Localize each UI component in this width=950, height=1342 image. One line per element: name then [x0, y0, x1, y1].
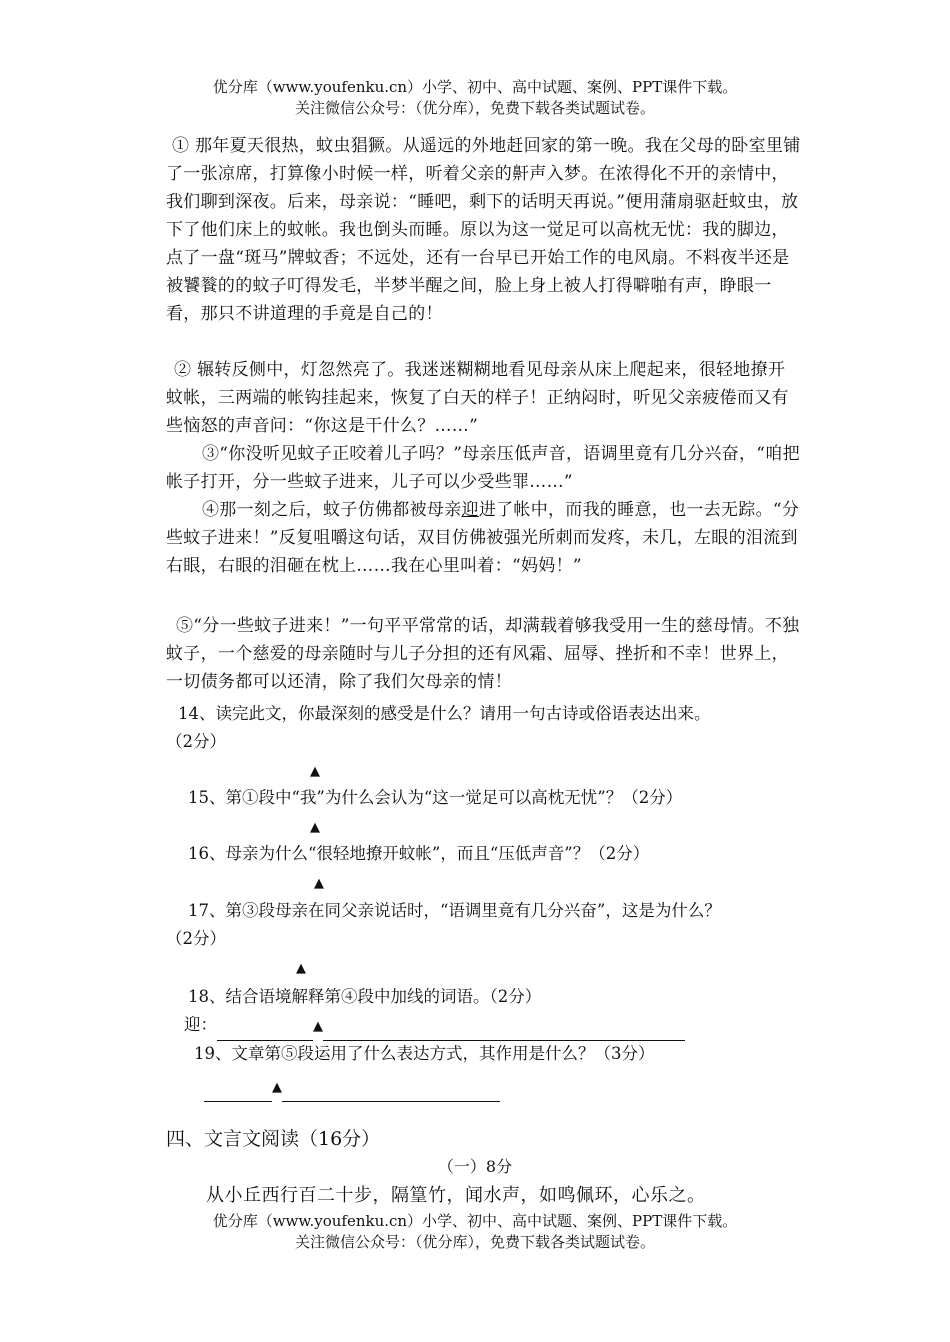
answer-marker-15: ▲ [310, 820, 320, 835]
classical-text-line: 从小丘西行百二十步，隔篁竹，闻水声，如鸣佩环，心乐之。 [206, 1185, 706, 1206]
footer-line-1: 优分库（www.youfenku.cn）小学、初中、高中试题、案例、PPT课件下载。 [212, 1212, 738, 1230]
underlined-word-ying: 迎 [461, 500, 479, 520]
answer-line-18 [184, 1011, 685, 1041]
paragraph-1: ① 那年夏天很热，蚊虫猖獗。从遥远的外地赶回家的第一晚。我在父母的卧室里铺了一张凉席，打算像小时候一样，听着父亲的鼾声入梦。在浓得化不开的亲情中，我们聊到深夜。后来，母亲说：“睡吧，剩下的话明天再说。”便用蒲扇驱赶蚊虫，放下了他们床上的蚊帐。我也倒头而睡。原以为这一觉足可以高枕无忧：我的脚边，点了一盘“斑马”牌蚊香；不远处，还有一台早已开始工作的电风扇。不料夜半还是被饕餮的的蚊子叮得发毛，半梦半醒之间，脸上身上被人打得噼啪有声，睁眼一看，那只不讲道理的手竟是自己的！ [166, 136, 801, 324]
page-header [0, 77, 950, 119]
paragraph-4-start: ④那一刻之后，蚊子仿佛都被母亲 [202, 500, 462, 520]
answer-blank-19b[interactable] [282, 1083, 500, 1102]
header-line-1: 优分库（www.youfenku.cn）小学、初中、高中试题、案例、PPT课件下载。 [212, 78, 738, 96]
question-14-score: （2分） [166, 732, 226, 751]
question-19: 19、文章第⑤段运用了什么表达方式，其作用是什么？（3分） [194, 1044, 655, 1063]
question-14: 14、读完此文，你最深刻的感受是什么？请用一句古诗或俗语表达出来。 [178, 704, 711, 723]
answer-blank-18a[interactable] [217, 1022, 313, 1041]
header-line-2: 关注微信公众号：（优分库），免费下载各类试题试卷。 [294, 99, 655, 117]
answer-marker-14: ▲ [310, 764, 320, 779]
answer-blank-19a[interactable] [204, 1083, 272, 1102]
question-17-score: （2分） [166, 929, 226, 948]
answer-label-ying: 迎： [184, 1015, 217, 1034]
section-title: 四、文言文阅读（16分） [166, 1128, 381, 1150]
paragraph-4-rest: 进了帐中，而我的睡意，也一去无踪。“分些蚊子进来！”反复咀嚼这句话，双目仿佛被强光所刺而发疼，未几，左眼的泪流到右眼，右眼的泪砸在枕上……我在心里叫着：“妈妈！” [166, 500, 800, 576]
footer-line-2: 关注微信公众号：（优分库），免费下载各类试题试卷。 [294, 1233, 655, 1251]
question-18: 18、结合语境解释第④段中加线的词语。（2分） [188, 987, 542, 1006]
section-subtitle: （一）8分 [437, 1157, 513, 1176]
question-15: 15、第①段中“我”为什么会认为“这一觉足可以高枕无忧”？（2分） [188, 788, 683, 807]
question-16: 16、母亲为什么“很轻地撩开蚊帐”，而且“压低声音”？（2分） [188, 844, 650, 863]
paragraph-4 [166, 496, 802, 580]
question-17: 17、第③段母亲在同父亲说话时，“语调里竟有几分兴奋”，这是为什么？ [188, 901, 721, 920]
answer-line-19 [204, 1072, 500, 1102]
paragraph-2: ② 辗转反侧中，灯忽然亮了。我迷迷糊糊地看见母亲从床上爬起来，很轻地撩开蚊帐，三两端的帐钩挂起来，恢复了白天的样子！正纳闷时，听见父亲疲倦而又有些恼怒的声音问：“你这是干什么？……” [166, 360, 789, 436]
page-footer [0, 1211, 950, 1253]
paragraph-5: ⑤“分一些蚊子进来！”一句平平常常的话，却满载着够我受用一生的慈母情。不独蚊子，一个慈爱的母亲随时与儿子分担的还有风霜、屈辱、挫折和不幸！世界上，一切债务都可以还清，除了我们欠母亲的情！ [166, 616, 800, 692]
answer-marker-16: ▲ [314, 876, 324, 891]
paragraph-3: ③“你没听见蚊子正咬着儿子吗？”母亲压低声音，语调里竟有几分兴奋，“咱把帐子打开，分一些蚊子进来，儿子可以少受些罪……” [166, 444, 800, 492]
answer-blank-18b[interactable] [323, 1022, 685, 1041]
answer-marker-18: ▲ [313, 1019, 323, 1034]
answer-marker-17: ▲ [296, 961, 306, 976]
answer-marker-19: ▲ [272, 1080, 282, 1095]
